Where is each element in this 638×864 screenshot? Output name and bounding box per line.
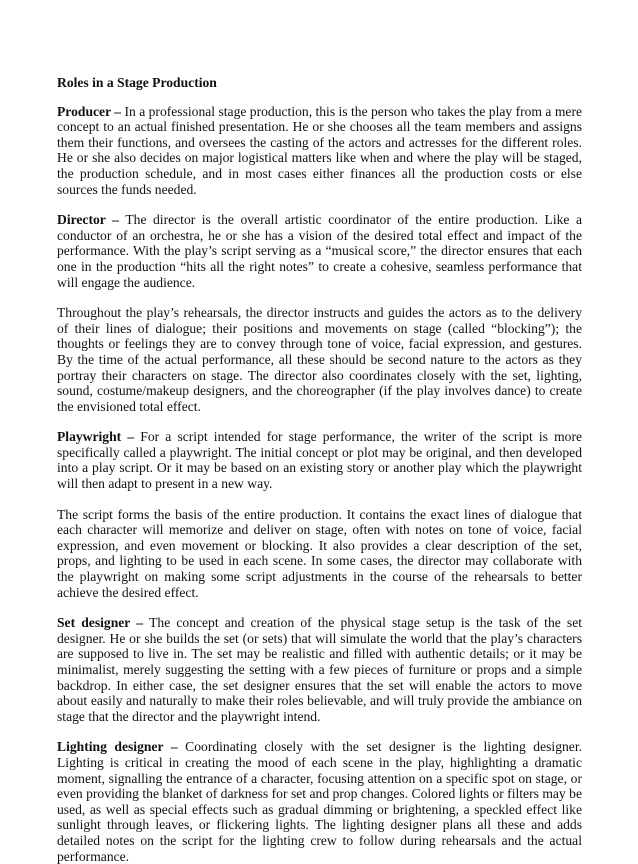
term-director bbox=[57, 212, 125, 227]
paragraph-text: The concept and creation of the physical stage setup is the task of the set designer. He or she builds the set (or sets) that will simulate the world that the play’s characters are supposed to live in. The set may be realistic and filled with authentic details; or it may be minimalist, merely suggesting the setting with a few pieces of furniture or props and a simple backdrop. In either case, the set designer ensures that the set will enable the actors to move about easily and naturally to make their roles believable, and will truly provide the ambiance on stage that the director and the playwright intend. bbox=[57, 615, 583, 724]
term-playwright bbox=[57, 429, 140, 444]
paragraph-script bbox=[57, 507, 582, 601]
paragraph-producer bbox=[57, 104, 582, 198]
term-dash: – bbox=[163, 739, 186, 755]
paragraph-text: Throughout the play’s rehearsals, the director instructs and guides the actors as to the delivery of their lines of dialogue; their positions and movements on stage (called “blocking”); the thoughts or feelings they are to convey through tone of voice, facial expression, and gestures. By the time of the actual performance, all these should be second nature to the actors as they portray their characters on stage. The director also coordinates closely with the set, lighting, sound, costume/makeup designers, and the choreographer (if the play involves dance) to create the envisioned total effect. bbox=[57, 305, 582, 414]
term-label: Producer bbox=[57, 103, 111, 119]
paragraph-director bbox=[57, 212, 582, 290]
term-label: Playwright bbox=[57, 429, 122, 445]
term-set-designer bbox=[57, 615, 149, 630]
paragraph-text: The director is the overall artistic coordinator of the entire production. Like a conductor of an orchestra, he or she has a vision of the desired total effect and impact of the performance. With the play’s script serving as a “musical score,” the director ensures that each one in the production “hits all the right notes” to create a cohesive, seamless performance that will engage the audience. bbox=[57, 212, 582, 290]
paragraph-text: The script forms the basis of the entire production. It contains the exact lines of dialogue that each character will memorize and deliver on stage, often with notes on tone of voice, facial expression, and even movement or blocking. It also provides a clear description of the set, props, and lighting to be used in each scene. In some cases, the director may collaborate with the playwright on making some script adjustments in the course of the rehearsals to better achieve the desired effect. bbox=[57, 506, 582, 600]
term-dash: – bbox=[130, 615, 150, 631]
term-dash: – bbox=[121, 429, 141, 445]
term-label: Set designer bbox=[57, 615, 131, 631]
paragraph-playwright bbox=[57, 429, 582, 491]
term-label: Director bbox=[57, 212, 106, 228]
paragraph-text: In a professional stage production, this is the person who takes the play from a mere concept to an actual finished presentation. He or she chooses all the team members and assigns them their functions, and oversees the casting of the actors and actresses for the different roles. He or she also decides on major logistical matters like when and where the play will be staged, the production schedule, and in most cases either finances all the production costs or else sources the funds needed. bbox=[57, 103, 583, 197]
document-title: Roles in a Stage Production bbox=[57, 75, 217, 90]
term-producer bbox=[57, 104, 124, 119]
term-dash: – bbox=[105, 212, 126, 228]
paragraph-set-designer bbox=[57, 615, 582, 724]
term-label: Lighting designer bbox=[57, 739, 164, 755]
term-dash: – bbox=[110, 103, 125, 119]
term-lighting-designer bbox=[57, 739, 185, 754]
paragraph-lighting-designer bbox=[57, 739, 582, 864]
paragraph-text: For a script intended for stage performance, the writer of the script is more specifically called a playwright. The initial concept or plot may be original, and then developed into a play script. Or it may be based on an existing story or another play which the playwright will then adapt to present in a new way. bbox=[57, 429, 582, 492]
paragraph-text: Coordinating closely with the set designer is the lighting designer. Lighting is critical in creating the mood of each scene in the play, highlighting a dramatic moment, signalling the entrance of a character, focusing attention on a specific spot on stage, or even providing the blanket of darkness for set and prop changes. Colored lights or filters may be used, as well as special effects such as gradual dimming or brightening, a speckled effect like sunlight through leaves, or flickering lights. The lighting designer plans all these and adds detailed notes on the script for the lighting crew to follow during rehearsals and the actual performance. bbox=[57, 739, 582, 864]
paragraph-director-rehearsals bbox=[57, 305, 582, 414]
